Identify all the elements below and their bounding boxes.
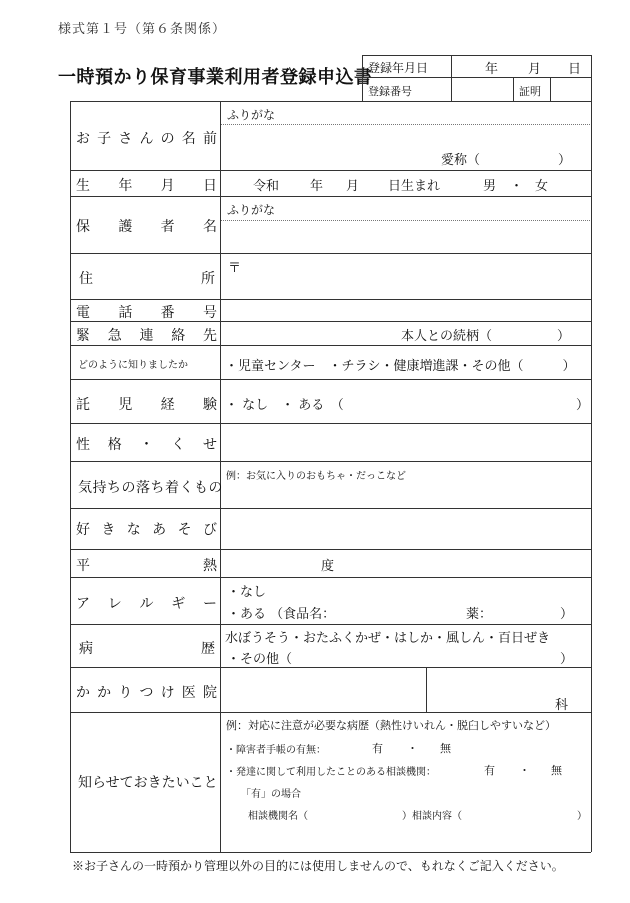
notes-disability-yes[interactable]: 有 [372, 742, 383, 755]
birthdate-month: 月 [346, 179, 360, 194]
child-name-furigana: ふりがな [227, 108, 276, 122]
notes-consult-sep: ・ [519, 764, 530, 777]
personality-label: 性 格 ・ く せ [76, 437, 217, 453]
notes-consult-name: 相談機関名（ [248, 811, 308, 822]
guardian-input[interactable] [221, 221, 590, 252]
notes-disability-no[interactable]: 無 [440, 742, 451, 755]
care-experience-close: ） [576, 398, 590, 413]
birthdate-era: 令和 [253, 179, 280, 194]
phone-input[interactable] [221, 300, 590, 320]
notes-consult-yes[interactable]: 有 [484, 764, 495, 777]
guardian-label: 保 護 者 名 [76, 219, 217, 235]
page-title: 一時預かり保育事業利用者登録申込書 [58, 67, 373, 88]
how-known-options[interactable]: ・児童センター ・チラシ・健康増進課・その他（ ） [225, 359, 576, 374]
medical-history-options[interactable]: 水ぼうそう・おたふくかぜ・はしか・風しん・百日ぜき [225, 631, 551, 646]
address-input[interactable] [221, 254, 590, 298]
notes-consult-label: ・発達に関して利用したことのある相談機関： [226, 767, 436, 778]
reg-day: 日 [568, 62, 582, 77]
gender-male[interactable]: 男 [483, 179, 497, 194]
notes-consult-content: ）相談内容（ [402, 811, 462, 822]
notes-label: 知らせておきたいこと [78, 775, 218, 791]
birthdate-label: 生 年 月 日 [76, 178, 217, 194]
notes-disability-sep: ・ [407, 742, 418, 755]
child-name-input[interactable] [221, 125, 590, 147]
emergency-relation: 本人との続柄（ ） [401, 329, 571, 344]
reg-month: 月 [528, 62, 542, 77]
normal-temp-unit: 度 [321, 559, 335, 574]
comfort-item-label: 気持ちの落ち着くもの [78, 480, 223, 496]
notes-line1: 例：対応に注意が必要な病歴（熱性けいれん・脱臼しやすいなど） [226, 719, 556, 732]
footer-note: ※お子さんの一時預かり管理以外の目的には使用しませんので、もれなくご記入ください。 [72, 859, 564, 873]
family-doctor-label: か か り つ け 医 院 [76, 685, 217, 701]
certificate-label: 証明 [519, 85, 541, 98]
favorite-play-label: 好 き な あ そ び [76, 522, 217, 538]
emergency-label: 緊 急 連 絡 先 [76, 328, 217, 344]
reg-number-label: 登録番号 [368, 85, 412, 98]
guardian-furigana: ふりがな [227, 203, 276, 217]
postal-mark: 〒 [228, 261, 242, 276]
allergy-none[interactable]: ・なし [227, 585, 267, 600]
allergy-drug: 薬： [466, 607, 493, 622]
birthdate-year: 年 [310, 179, 324, 194]
phone-label: 電 話 番 号 [76, 305, 217, 321]
care-experience-options[interactable]: ・ なし ・ ある （ [225, 398, 344, 413]
normal-temp-label: 平 熱 [76, 558, 217, 574]
notes-disability-label: ・障害者手帳の有無： [226, 745, 326, 756]
notes-if-yes: 「有」の場合 [241, 789, 301, 800]
allergy-label: ア レ ル ギ ー [76, 596, 217, 612]
medical-history-label-right: 歴 [201, 641, 215, 657]
notes-consult-close: ） [577, 811, 587, 822]
gender-sep: ・ [510, 179, 524, 194]
child-name-label: お 子 さ ん の 名 前 [76, 131, 217, 147]
reg-date-label: 登録年月日 [368, 61, 429, 75]
allergy-close: ） [560, 607, 574, 622]
form-number: 様式第１号（第６条関係） [58, 22, 227, 37]
care-experience-label: 託 児 経 験 [76, 397, 217, 413]
gender-female[interactable]: 女 [535, 179, 549, 194]
family-doctor-input[interactable] [221, 668, 425, 711]
medical-history-close: ） [560, 652, 574, 667]
comfort-item-example: 例：お気に入りのおもちゃ・だっこなど [226, 471, 406, 482]
allergy-yes[interactable]: ・ある （食品名： [227, 607, 336, 622]
medical-history-other[interactable]: ・その他（ [227, 652, 293, 667]
address-label-right: 所 [201, 271, 215, 287]
family-doctor-dept: 科 [555, 698, 569, 713]
medical-history-label-left: 病 [79, 641, 93, 657]
child-nickname: 愛称（ ） [441, 153, 572, 168]
how-known-label: どのように知りましたか [78, 360, 188, 371]
birthdate-born: 日生まれ [388, 179, 441, 194]
reg-year: 年 [485, 62, 499, 77]
notes-consult-no[interactable]: 無 [551, 764, 562, 777]
address-label-left: 住 [79, 271, 93, 287]
